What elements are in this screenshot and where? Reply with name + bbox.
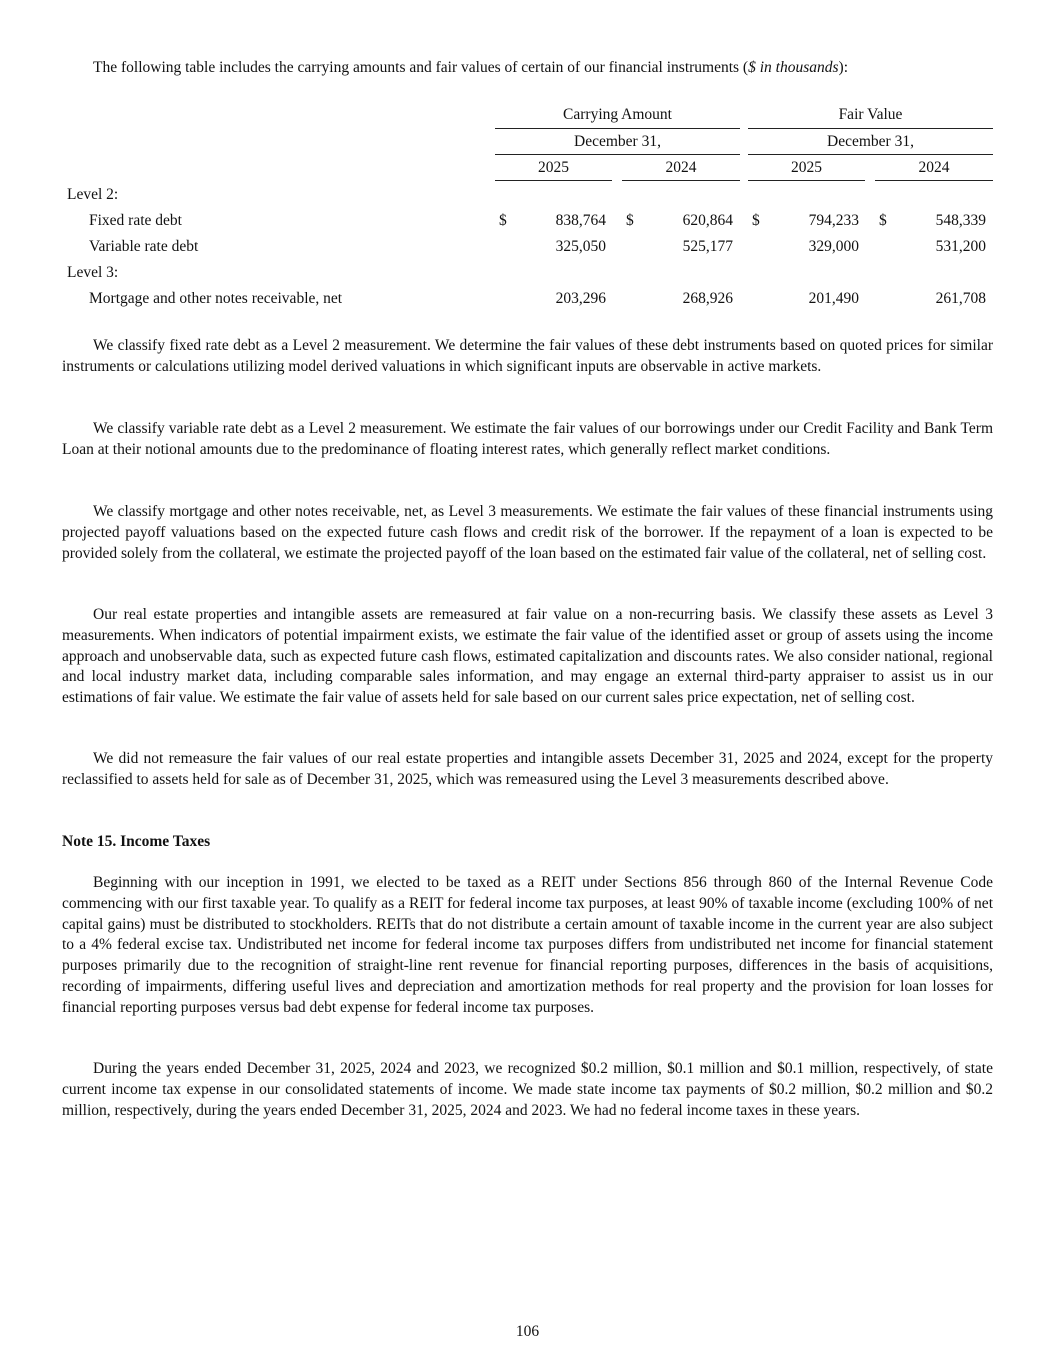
currency-symbol: $ (752, 212, 760, 229)
paragraph-remeasure: We did not remeasure the fair values of our real estate properties and intangible assets December 31, 2025 and 2024, except for the property reclassified to assets held for sale as of December 31, 2025, which was remeasured using the Level 3 measurements described above. (62, 750, 993, 788)
table-cell: 325,050 (555, 238, 606, 255)
header-rule (495, 154, 740, 155)
table-cell: 794,233 (808, 212, 859, 229)
header-date-carrying: December 31, (574, 133, 661, 150)
header-date-fair: December 31, (827, 133, 914, 150)
intro-text-end: ): (838, 59, 849, 76)
table-cell: 329,000 (808, 238, 859, 255)
table-cell: 548,339 (935, 212, 986, 229)
document-page (62, 0, 993, 1365)
header-year: 2024 (918, 159, 950, 176)
paragraph-fixed-rate-debt: We classify fixed rate debt as a Level 2 measurement. We determine the fair values of these debt instruments based on quoted prices for similar instruments or calculations utilizing model derived valuations in which significant inputs are observable in active markets. (62, 337, 993, 375)
header-rule (622, 180, 740, 181)
section-heading: Note 15. Income Taxes (62, 833, 211, 850)
table-cell: 525,177 (682, 238, 733, 255)
intro-italic: $ in thousands (748, 59, 839, 76)
paragraph-real-estate: Our real estate properties and intangible assets are remeasured at fair value on a non-recurring basis. We classify these assets as Level 3 measurements. When indicators of potential impairment exists, we estimate the fair value of the identified asset or group of assets using the income approach and unobservable data, such as expected future cash flows, estimated capitalization and discounts rates. We also consider national, regional and local industry market data, including comparable sales information, and may engage an external third-party appraiser to assist us in our estimations of fair value. We estimate the fair value of assets held for sale based on our current sales price expectation, net of selling cost. (62, 606, 993, 707)
header-year: 2025 (538, 159, 569, 176)
currency-symbol: $ (499, 212, 507, 229)
header-rule (748, 154, 993, 155)
table-cell: 268,926 (682, 290, 733, 307)
row-label: Variable rate debt (89, 238, 199, 255)
header-rule (748, 128, 993, 129)
table-cell: 203,296 (555, 290, 606, 307)
table-cell: 531,200 (935, 238, 986, 255)
header-rule (495, 180, 612, 181)
table-cell: 201,490 (808, 290, 859, 307)
intro-text: The following table includes the carrying amounts and fair values of certain of our financial instruments ( (93, 59, 749, 76)
intro-paragraph (62, 58, 993, 79)
header-year: 2024 (665, 159, 697, 176)
page-number: 106 (515, 1323, 540, 1340)
paragraph-notes-receivable: We classify mortgage and other notes receivable, net, as Level 3 measurements. We estimate the fair values of these financial instruments using projected payoff valuations based on the expected future cash flows and credit risk of the borrower. If the repayment of a loan is expected to be provided solely from the collateral, we estimate the projected payoff of the loan based on the estimated fair value of the collateral, net of selling cost. (62, 503, 993, 562)
table-cell: 838,764 (555, 212, 606, 229)
header-fair-value: Fair Value (838, 106, 903, 123)
row-label: Mortgage and other notes receivable, net (89, 290, 343, 307)
header-carrying-amount: Carrying Amount (563, 106, 672, 123)
currency-symbol: $ (879, 212, 887, 229)
header-year: 2025 (791, 159, 822, 176)
fair-value-table (62, 104, 993, 314)
header-rule (748, 180, 865, 181)
row-label: Fixed rate debt (89, 212, 182, 229)
paragraph-reit-election: Beginning with our inception in 1991, we elected to be taxed as a REIT under Sections 856 through 860 of the Internal Revenue Code commencing with our first taxable year. To qualify as a REIT for federal income tax purposes, at least 90% of taxable income (excluding 100% of net capital gains) must be distributed to stockholders. REITs that do not distribute a certain amount of taxable income in the current year are also subject to a 4% federal excise tax. Undistributed net income for federal income tax purposes differs from undistributed net income for financial statement purposes primarily due to the recognition of straight-line rent revenue for financial reporting purposes, differences in the basis of acquisitions, recording of impairments, differing useful lives and depreciation and amortization methods for real property and the provision for loan losses for financial reporting purposes versus bad debt expense for federal income tax purposes. (62, 874, 993, 1016)
section-label-level-2: Level 2: (67, 186, 119, 203)
paragraph-state-taxes: During the years ended December 31, 2025, 2024 and 2023, we recognized $0.2 million, $0.1 million and $0.1 million, respectively, of state current income tax expense in our consolidated statements of income. We made state income tax payments of $0.2 million, $0.2 million and $0.2 million, respectively, during the years ended December 31, 2025, 2024 and 2023. We had no federal income taxes in these years. (62, 1060, 993, 1119)
header-rule (495, 128, 740, 129)
table-cell: 261,708 (935, 290, 986, 307)
table-cell: 620,864 (682, 212, 733, 229)
currency-symbol: $ (626, 212, 634, 229)
section-label-level-3: Level 3: (67, 264, 119, 281)
paragraph-variable-rate-debt: We classify variable rate debt as a Level 2 measurement. We estimate the fair values of our borrowings under our Credit Facility and Bank Term Loan at their notional amounts due to the predominance of floating interest rates, which generally reflect market conditions. (62, 420, 993, 458)
header-rule (875, 180, 993, 181)
